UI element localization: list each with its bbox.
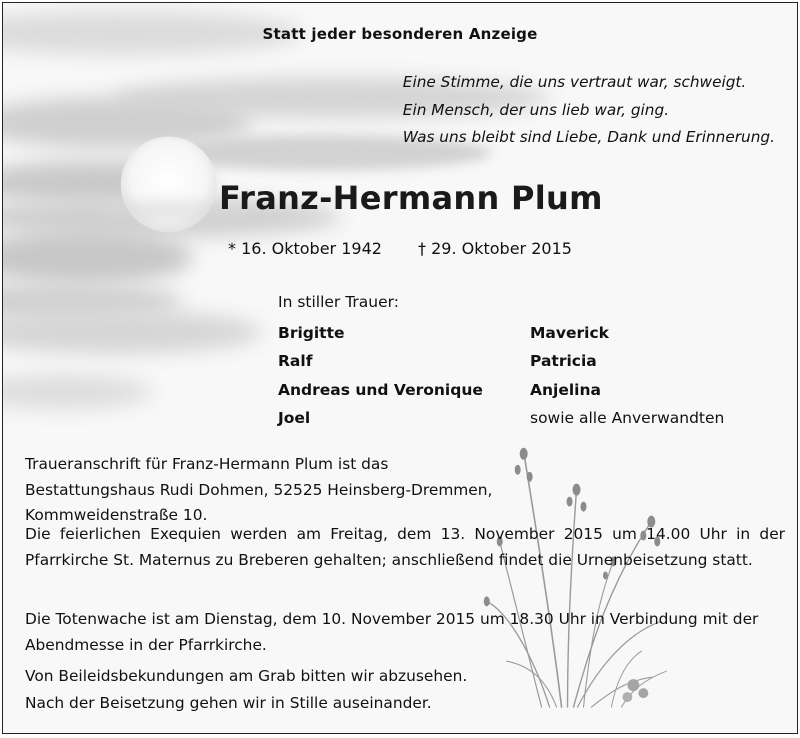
notice-header: Statt jeder besonderen Anzeige	[262, 25, 538, 43]
mourner-name: Maverick	[530, 324, 609, 342]
mourner-name: Anjelina	[530, 380, 601, 399]
mourning-address-paragraph: Traueranschrift für Franz-Hermann Plum ist das Bestattungshaus Rudi Dohmen, 52525 Heinsberg-Dremmen, Kommweidenstraße 10.	[25, 455, 493, 525]
closing-paragraph: Nach der Beisetzung gehen wir in Stille auseinander.	[25, 694, 432, 712]
mourners-right-column	[530, 319, 724, 433]
mourning-label: In stiller Trauer:	[278, 293, 399, 311]
poem-line: Was uns bleibt sind Liebe, Dank und Erinnerung.	[402, 128, 775, 146]
mourner-name: Andreas und Veronique	[278, 380, 483, 399]
mourner-name: Ralf	[278, 352, 313, 371]
mourner-name: Patricia	[530, 352, 597, 371]
memorial-poem	[403, 69, 775, 152]
poem-line: Ein Mensch, der uns lieb war, ging.	[402, 100, 670, 119]
obituary-notice	[2, 2, 798, 734]
mourner-name: Brigitte	[278, 324, 345, 342]
death-date: † 29. Oktober 2015	[418, 239, 572, 258]
mourners-left-column	[278, 319, 483, 433]
mourner-name: Joel	[278, 409, 311, 428]
birth-date: * 16. Oktober 1942	[228, 239, 382, 258]
deceased-name: Franz-Hermann Plum	[219, 179, 603, 217]
wake-paragraph: Die Totenwache ist am Dienstag, dem 10. November 2015 um 18.30 Uhr in Verbindung mit der Abendmesse in der Pfarrkirche.	[25, 610, 759, 654]
poem-line: Eine Stimme, die uns vertraut war, schweigt.	[402, 73, 747, 91]
condolence-paragraph: Von Beileidsbekundungen am Grab bitten wir abzusehen.	[25, 667, 468, 685]
exequies-paragraph: Die feierlichen Exequien werden am Freitag, dem 13. November 2015 um 14.00 Uhr in der Pfarrkirche St. Maternus zu Breberen gehalten; anschließend findet die Urnenbeisetzung statt.	[25, 525, 785, 569]
mourner-relatives: sowie alle Anverwandten	[530, 409, 725, 428]
